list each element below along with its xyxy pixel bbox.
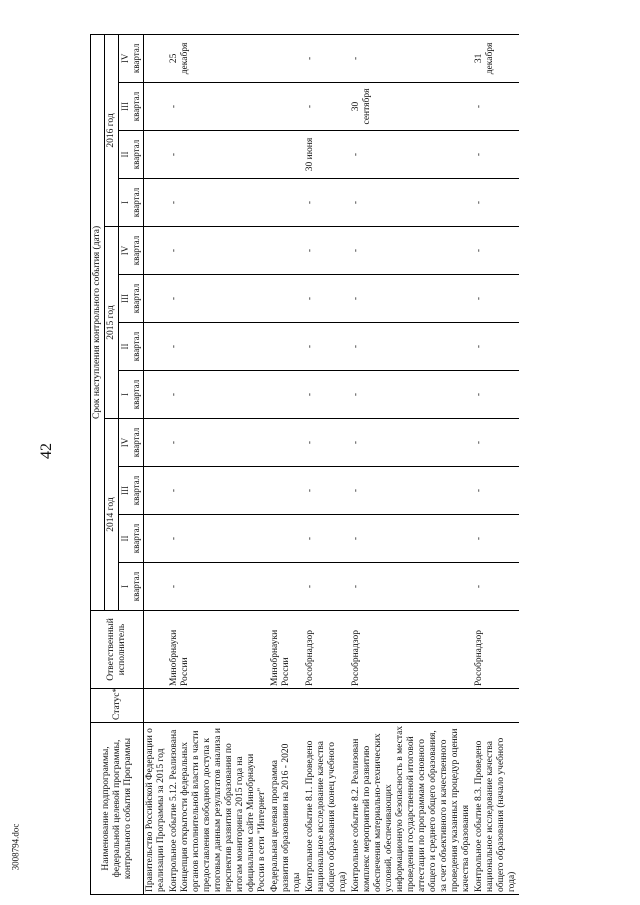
row-name: Контрольное событие 8.3. Проведено национальное исследование качества общего образования (начало учебного года) <box>473 723 519 895</box>
row-name: Федеральная целевая программа развития образования на 2016 - 2020 годы <box>269 723 304 895</box>
row-date-cell <box>269 83 304 131</box>
row-date-cell <box>144 371 169 419</box>
row-date-cell <box>144 515 169 563</box>
row-date-cell: - <box>473 419 519 467</box>
row-date-cell <box>269 227 304 275</box>
header-name: Наименование подпрограммы, федеральной целевой программы, контрольного события Программы <box>91 723 144 895</box>
quarter-word: квартал <box>131 43 141 74</box>
row-date-cell <box>144 131 169 179</box>
row-name: Контрольное событие 8.1. Проведено национальное исследование качества общего образования (конец учебного года) <box>304 723 350 895</box>
row-date-cell: - <box>350 515 473 563</box>
quarter-numeral: II <box>120 535 130 542</box>
header-status: Статус* <box>91 689 144 723</box>
row-date-cell: - <box>304 371 350 419</box>
row-date-cell: - <box>304 323 350 371</box>
row-date-cell: - <box>304 419 350 467</box>
row-date-cell: - <box>473 179 519 227</box>
row-date-cell: - <box>168 467 269 515</box>
quarter-word: квартал <box>131 331 141 362</box>
row-name: Контрольное событие 5.12. Реализована Концепция открытости федеральных органов исполнительной власти в части предоставления свободного доступа к итоговым данным результатов анализа и перспектив развития образования по итогам мониторинга 2015 года на официальном сайте Минобрнауки России в сети "Интернет" <box>168 723 269 895</box>
row-date-cell <box>269 419 304 467</box>
row-date-cell: - <box>168 131 269 179</box>
row-date-cell: - <box>350 227 473 275</box>
row-date-cell: 30 июня <box>304 131 350 179</box>
quarter-numeral: II <box>120 151 130 158</box>
row-status <box>304 689 350 723</box>
page-number: 42 <box>38 443 55 459</box>
header-deadline: Срок наступления контрольного события (дата) <box>91 34 105 610</box>
quarter-numeral: IV <box>120 245 130 256</box>
table-row <box>168 34 269 894</box>
row-date-cell: 31 декабря <box>473 34 519 82</box>
row-date-cell: - <box>168 179 269 227</box>
row-date-cell: - <box>304 227 350 275</box>
row-date-cell <box>269 323 304 371</box>
row-date-cell <box>269 131 304 179</box>
footer-filename: 3008794.doc <box>10 823 21 871</box>
row-name: Правительство Российской Федерации о реализации Программы за 2015 год <box>144 723 169 895</box>
row-date-cell: - <box>304 275 350 323</box>
row-date-cell: - <box>350 467 473 515</box>
row-exec <box>144 611 169 689</box>
header-quarter <box>119 323 144 371</box>
header-year: 2014 год <box>105 419 119 611</box>
row-exec: Минобрнауки России <box>269 611 304 689</box>
row-exec: Рособрнадзор <box>473 611 519 689</box>
quarter-numeral: III <box>120 486 130 495</box>
row-date-cell: - <box>168 227 269 275</box>
row-date-cell <box>144 179 169 227</box>
quarter-word: квартал <box>131 91 141 122</box>
row-date-cell: - <box>304 179 350 227</box>
row-date-cell: - <box>350 275 473 323</box>
row-date-cell: - <box>168 83 269 131</box>
row-date-cell <box>144 419 169 467</box>
row-date-cell <box>269 179 304 227</box>
row-date-cell: - <box>473 515 519 563</box>
row-date-cell: 30 сентября <box>350 83 473 131</box>
row-date-cell: - <box>473 83 519 131</box>
row-date-cell <box>144 34 169 82</box>
row-date-cell <box>269 275 304 323</box>
row-date-cell: - <box>350 34 473 82</box>
header-quarter <box>119 371 144 419</box>
header-quarter <box>119 563 144 611</box>
quarter-numeral: I <box>120 393 130 396</box>
quarter-word: квартал <box>131 379 141 410</box>
quarter-word: квартал <box>131 475 141 506</box>
row-date-cell: - <box>304 563 350 611</box>
quarter-word: квартал <box>131 139 141 170</box>
row-date-cell <box>144 467 169 515</box>
row-date-cell: - <box>473 371 519 419</box>
row-date-cell: - <box>473 563 519 611</box>
quarter-word: квартал <box>131 427 141 458</box>
row-date-cell <box>269 563 304 611</box>
header-quarter <box>119 179 144 227</box>
row-status <box>144 689 169 723</box>
row-date-cell: - <box>350 131 473 179</box>
header-quarter <box>119 34 144 82</box>
row-status <box>269 689 304 723</box>
row-date-cell: - <box>168 371 269 419</box>
events-table <box>90 34 519 895</box>
quarter-numeral: III <box>120 102 130 111</box>
header-quarter <box>119 83 144 131</box>
table-row <box>304 34 350 894</box>
table-row <box>350 34 473 894</box>
rotated-page <box>90 15 610 895</box>
table-row <box>473 34 519 894</box>
row-date-cell <box>269 467 304 515</box>
header-quarter <box>119 467 144 515</box>
table-row <box>269 34 304 894</box>
row-date-cell: - <box>304 34 350 82</box>
row-date-cell <box>144 227 169 275</box>
row-date-cell: - <box>168 419 269 467</box>
row-date-cell: - <box>168 563 269 611</box>
quarter-numeral: III <box>120 294 130 303</box>
row-status <box>350 689 473 723</box>
row-date-cell: - <box>473 275 519 323</box>
quarter-word: квартал <box>131 235 141 266</box>
quarter-numeral: I <box>120 585 130 588</box>
header-quarter <box>119 131 144 179</box>
row-date-cell: - <box>350 179 473 227</box>
row-exec: Рособрнадзор <box>350 611 473 689</box>
row-exec: Минобрнауки России <box>168 611 269 689</box>
row-date-cell <box>144 323 169 371</box>
row-status <box>168 689 269 723</box>
header-quarter <box>119 419 144 467</box>
row-date-cell: - <box>304 83 350 131</box>
row-date-cell <box>144 563 169 611</box>
row-exec: Рособрнадзор <box>304 611 350 689</box>
quarter-numeral: IV <box>120 437 130 448</box>
row-status <box>473 689 519 723</box>
quarter-word: квартал <box>131 571 141 602</box>
header-quarter <box>119 227 144 275</box>
row-date-cell: - <box>473 131 519 179</box>
row-name: Контрольное событие 8.2. Реализован комплекс мероприятий по развитию обеспечения материально-технических условий, обеспечивающих информационную безопасность в местах проведения государственной итоговой аттестации по программам основного общего и среднего общего образования, за счет объективного и качественного проведения указанных процедур оценки качества образования <box>350 723 473 895</box>
row-date-cell: - <box>168 515 269 563</box>
row-date-cell: - <box>350 371 473 419</box>
header-quarter <box>119 275 144 323</box>
table-row <box>144 34 169 894</box>
row-date-cell: - <box>168 275 269 323</box>
row-date-cell: - <box>473 323 519 371</box>
row-date-cell: - <box>350 419 473 467</box>
quarter-word: квартал <box>131 523 141 554</box>
row-date-cell <box>144 83 169 131</box>
row-date-cell: - <box>350 323 473 371</box>
row-date-cell <box>269 515 304 563</box>
row-date-cell: - <box>473 227 519 275</box>
header-quarter <box>119 515 144 563</box>
row-date-cell: - <box>304 515 350 563</box>
header-year: 2016 год <box>105 34 119 226</box>
quarter-word: квартал <box>131 283 141 314</box>
header-exec: Ответственный исполнитель <box>91 611 144 689</box>
row-date-cell: - <box>350 563 473 611</box>
header-year: 2015 год <box>105 227 119 419</box>
quarter-numeral: I <box>120 201 130 204</box>
quarter-numeral: II <box>120 343 130 350</box>
row-date-cell <box>144 275 169 323</box>
row-date-cell: - <box>304 467 350 515</box>
row-date-cell <box>269 371 304 419</box>
row-date-cell <box>269 34 304 82</box>
quarter-word: квартал <box>131 187 141 218</box>
row-date-cell: - <box>168 323 269 371</box>
row-date-cell: 25 декабря <box>168 34 269 82</box>
quarter-numeral: IV <box>120 53 130 64</box>
row-date-cell: - <box>473 467 519 515</box>
